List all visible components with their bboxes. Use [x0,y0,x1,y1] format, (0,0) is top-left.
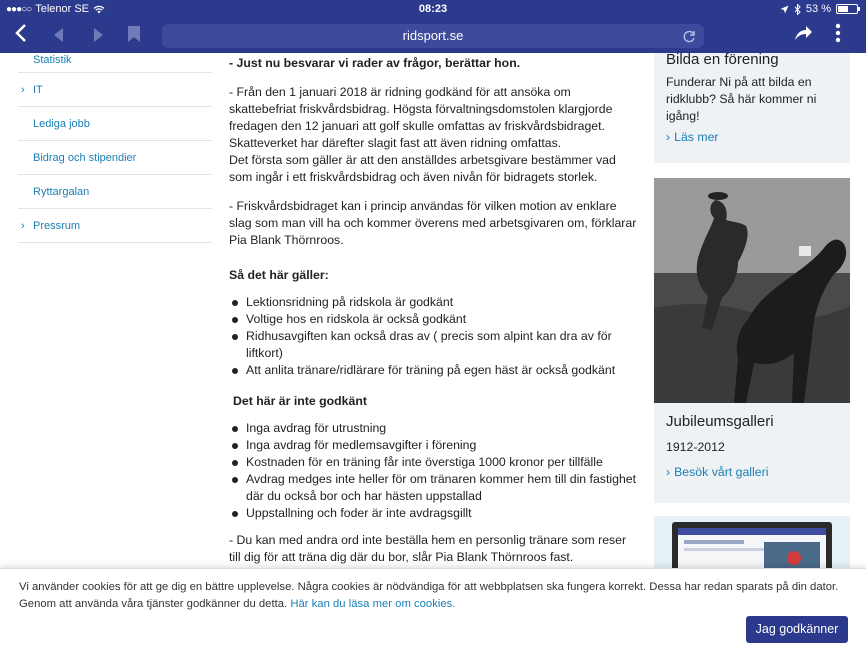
article-paragraph: - Du kan med andra ord inte beställa hem en personlig tränare som reser till dig för att träna dig där du bor, slår Pia Blank Thörnroos fast. [229,533,627,564]
sidebar-item-ryttargalan[interactable] [18,175,212,209]
allowed-list [232,294,641,379]
article-paragraph: - Från den 1 januari 2018 är ridning godkänd för att ansöka om skattebefriat friskvårdsbidrag. Högsta förvaltningsdomstolen klargjorde fredagen den 12 januari att golf skulle omfattas av friskvårdsbidraget. Skatteverket har därefter slagit fast att även ridning omfattas. [229,85,613,150]
browser-toolbar [0,19,866,53]
location-icon [780,5,789,14]
status-bar [0,0,866,19]
chevron-right-icon: › [21,84,25,96]
sidebar-item-label: Bidrag och stipendier [33,152,137,164]
article-paragraph: Det första som gäller är att den anställdes arbetsgivare bestämmer vad som ingår i ett friskvårdsbidrag och även nivån för bidragets storlek. [229,153,616,184]
carrier-label: Telenor SE [35,3,90,15]
article-body [229,55,641,578]
sidebar-item-pressrum[interactable] [18,209,212,243]
clock: 08:23 [418,3,448,15]
bookmark-icon[interactable] [121,23,147,49]
club-read-more-link[interactable]: › Läs mer [666,130,719,144]
gallery-years: 1912-2012 [666,440,725,454]
laptop-screenshot-image [654,516,850,576]
gallery-link[interactable]: › Besök vårt galleri [666,465,769,479]
back-icon[interactable] [8,23,34,49]
list-item: Att anlita tränare/ridlärare för träning på egen häst är också godkänt [232,362,641,379]
chevron-right-icon: › [666,130,671,144]
heading-not-allowed: Det här är inte godkänt [233,394,367,408]
sidebar-item-label: Lediga jobb [33,118,90,130]
sidebar-item-bidrag[interactable] [18,141,212,175]
battery-icon [836,4,858,14]
club-box-title: Bilda en förening [666,53,779,68]
cookie-text: Vi använder cookies för att ge dig en bättre upplevelse. Några cookies är nödvändiga för att webbplatsen ska fungera korrekt. Dessa har redan sparats på din dator. Genom att använda våra tjänster godkänner du detta. [19,581,839,610]
sidebar-item-lediga-jobb[interactable] [18,107,212,141]
cookie-info-link[interactable]: Här kan du läsa mer om cookies. [290,598,456,610]
cookie-banner [0,568,866,650]
list-item: Uppstallning och foder är inte avdragsgillt [232,505,641,522]
sidebar-item-label: Pressrum [33,220,81,232]
heading-allowed: Så det här gäller: [229,268,329,282]
forward-icon [85,23,111,49]
web-page [0,53,866,650]
rider-on-horse-photo[interactable] [654,178,850,403]
club-box [654,53,850,163]
sidebar-item-label: IT [33,84,43,96]
list-item: Avdrag medges inte heller för om tränaren kommer hem till din fastighet där du också bor och har hästen uppstallad [232,471,641,505]
chevron-right-icon: › [666,465,671,479]
club-box-text: Funderar Ni på att bilda en ridklubb? Så här kommer ni igång! [666,75,817,123]
chevron-right-icon: › [21,220,25,232]
list-item: Lektionsridning på ridskola är godkänt [232,294,641,311]
share-icon[interactable] [790,23,816,49]
reload-icon[interactable] [682,24,696,48]
sidebar-item-label: Statistik [33,54,72,66]
right-column [654,53,850,576]
bluetooth-icon [794,4,801,15]
gallery-box [654,178,850,503]
list-item: Ridhusavgiften kan också dras av ( precis som alpint kan dra av för liftkort) [232,328,641,362]
sidebar-item-label: Ryttargalan [33,186,90,198]
signal-icon: ●●●○○ [6,3,32,15]
list-item: Kostnaden för en träning får inte överstiga 1000 kronor per tillfälle [232,454,641,471]
list-item: Inga avdrag för utrustning [232,420,641,437]
gallery-title: Jubileumsgalleri [666,413,774,430]
list-item: Inga avdrag för medlemsavgifter i förening [232,437,641,454]
promo-box[interactable] [654,516,850,576]
back-disabled-icon [46,23,72,49]
accept-cookies-button[interactable]: Jag godkänner [746,616,848,643]
menu-dots-icon[interactable] [825,23,851,49]
sidebar-item-statistik[interactable] [18,53,212,73]
battery-percent: 53 % [805,3,831,15]
not-allowed-list [232,420,641,522]
article-paragraph: - Friskvårdsbidraget kan i princip användas för vilken motion av enklare slag som man vill ha och kommer överens med arbetsgivaren om, förklarar Pia Blank Thörnroos. [229,199,637,247]
url-text: ridsport.se [402,28,464,43]
list-item: Voltige hos en ridskola är också godkänt [232,311,641,328]
address-bar[interactable] [162,24,704,48]
sidebar-nav [18,53,212,243]
article-lead: - Just nu besvarar vi rader av frågor, berättar hon. [229,56,521,70]
sidebar-item-it[interactable] [18,73,212,107]
